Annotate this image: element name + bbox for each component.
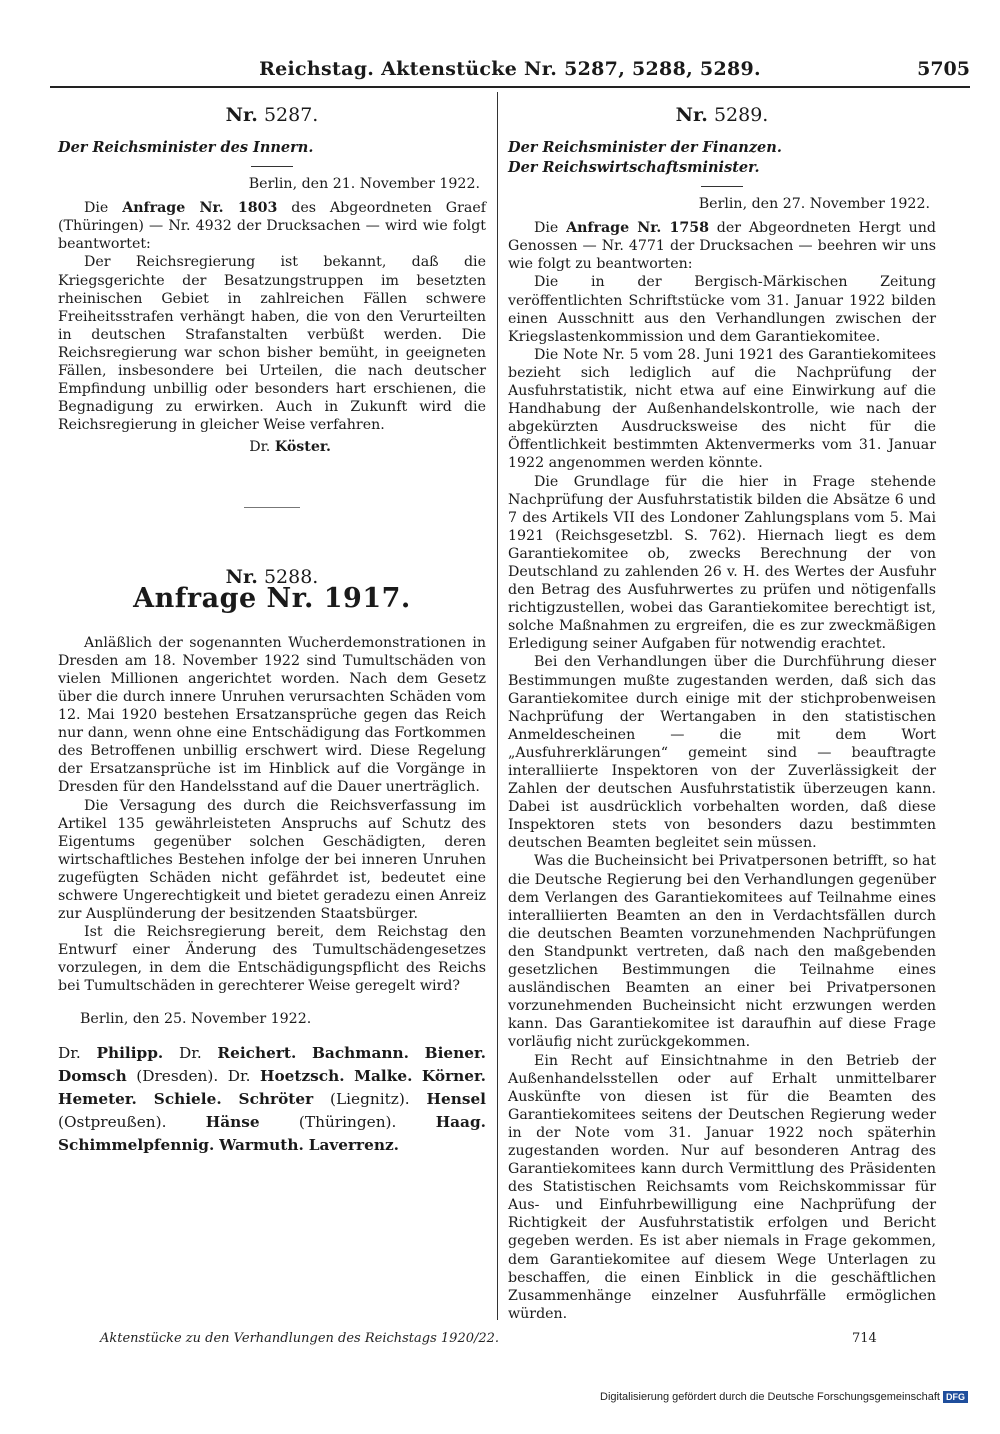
doc-5289-minister-economy: Der Reichswirtschaftsminister. xyxy=(508,159,760,177)
doc-5289-paragraph-6: Ein Recht auf Einsichtnahme in den Betrieb der Außenhandelsstellen oder auf Erhalt unmittelbarer Auskünfte von diesen ist für die Beamten des Garantiekomitees seitens der Deutschen Regierung weder in der Note vom 31. Januar 1922 noch späterhin zugestanden worden. Nur auf besonderen Antrag des Garantiekomitees kann durch Vermittlung des Präsidenten des Statistischen Reichsamts vom Reichskommissar für Aus- und Einfuhrbewilligung eine Nachprüfung der Richtigkeit der Ausfuhrstatistik erfolgen und Bericht gegeben werden. Es ist aber niemals in Frage gekommen, dem Garantiekomitee auf diesem Wege Unterlagen zu beschaffen, die einen Einblick in die geschäftlichen Zusammenhänge einzelner Ausfuhrfälle ermöglichen würden. xyxy=(508,1052,936,1322)
signer: Körner. xyxy=(421,1066,486,1085)
signer: Dr. Reichert. xyxy=(178,1043,297,1062)
page-number: 5705 xyxy=(917,58,970,80)
number-value: 5288. xyxy=(263,565,319,588)
doc-5288-title: Anfrage Nr. 1917. xyxy=(133,582,411,614)
signer: Schiele. xyxy=(153,1089,222,1108)
signer: Biener. xyxy=(424,1043,486,1062)
doc-5289-paragraph-4: Bei den Verhandlungen über die Durchführung dieser Bestimmungen mußte zugestanden werden, daß sich das Garantiekomitee durch einige mit der stichprobenweisen Nachprüfung der Wertangaben in den statistischen Anmeldescheinen — die mit dem Wort „Ausfuhrerklärungen“ gemeint sind — beauftragte interalliierte Inspektoren von der Zuverlässigkeit der Zahlen der deutschen Ausfuhrstatistik überzeugen kann. Dabei ist ausdrücklich vorbehalten worden, daß diese Inspektoren stets von besonders dazu bestimmten deutschen Beamten begleitet sein müssen. xyxy=(508,654,936,852)
signer: Hensel (Ostpreußen). xyxy=(58,1089,486,1131)
doc-5289-paragraph-3: Die Grundlage für die hier in Frage stehende Nachprüfung der Ausfuhrstatistik bilden die Absätze 6 und 7 des Artikels VII des Londoner Zahlungsplans vom 5. Mai 1921 (Reichsgesetzbl. S. 762). Hiernach liegt es dem Garantiekomitee ob, zwecks Berechnung der von Deutschland zu zahlenden 26 v. H. des Wertes der Ausfuhr den Betrag des Ausfuhrwertes zu prüfen und nötigenfalls richtigzustellen, wobei das Garantiekomitee berechtigt ist, solche Maßnahmen zu ergreifen, die es zur zweckmäßigen Erledigung seiner Aufgaben für notwendig erachtet. xyxy=(508,473,936,653)
number-prefix: Nr. xyxy=(225,565,258,588)
doc-5288-paragraph-2: Die Versagung des durch die Reichsverfassung im Artikel 135 gewährleisteten Anspruchs auf Schutz des Eigentums gegenüber solchen Geschädigten, deren wirtschaftliches Bestehen infolge der bei inneren Unruhen zugefügten Schäden nicht gefährdet ist, bedeutet eine schwere Ungerechtigkeit und bietet geradezu einen Anreiz zur Ausplünderung der besitzenden Staatsbürger. xyxy=(58,797,486,923)
inquiry-reference: Anfrage Nr. 1758 xyxy=(566,220,710,237)
doc-5289-intro xyxy=(508,219,936,273)
column-divider xyxy=(497,92,498,1320)
signer: Hänse (Thüringen). xyxy=(205,1112,436,1131)
signer: Bachmann. xyxy=(312,1043,409,1062)
doc-5289-paragraph-1: Die in der Bergisch-Märkischen Zeitung veröffentlichten Schriftstücke vom 31. Januar 1922 bilden einen Ausschnitt aus den Verhandlungen zwischen der Kriegslastenkommission und dem Garantiekomitee. xyxy=(508,274,936,345)
section-separator xyxy=(244,507,300,508)
doc-5289-paragraph-2: Die Note Nr. 5 vom 28. Juni 1921 des Garantiekomitees bezieht sich lediglich auf die Nachprüfung der Ausfuhrstatistik, nicht etwa auf eine Einwirkung auf die Handhabung der Außenhandelskontrolle, wie nach der abgekürzten Ausdrucksweise des nicht für die Öffentlichkeit bestimmten Aktenvermerks vom 31. Januar 1922 angenommen werden könnte. xyxy=(508,346,936,472)
short-rule xyxy=(701,186,743,187)
signer: Haag. xyxy=(435,1112,486,1131)
page-header xyxy=(50,58,970,88)
doc-5289-number xyxy=(508,106,936,124)
intro-post: der Abgeordneten Hergt und Genossen — Nr. 4771 der Drucksachen — beehren wir uns wie folgt zu beantworten: xyxy=(508,220,936,273)
doc-5287-signature xyxy=(58,438,486,456)
signer: Schimmelpfennig. xyxy=(58,1135,215,1154)
doc-5289-paragraph-5: Was die Bucheinsicht bei Privatpersonen betrifft, so hat die Deutsche Regierung bei den Verhandlungen gegenüber dem Verlangen des Garantiekomitees auf Teilnahme eines interalliierten Beamten an den in Verdachtsfällen durch die deutschen Beamten vorzunehmenden Nachprüfungen den Standpunkt vertreten, daß nach den maßgebenden gesetzlichen Bestimmungen die Teilnahme eines ausländischen Beamten an einer bei Privatpersonen vorzunehmenden Bucheinsicht nicht erzwungen werden kann. Das Garantiekomitee ist daraufhin auf diese Frage vorläufig nicht zurückgekommen. xyxy=(508,853,936,1051)
digitization-credit xyxy=(600,1391,968,1403)
doc-5287-number xyxy=(58,106,486,124)
intro-pre: Die xyxy=(534,220,567,237)
intro-post: des Abgeordneten Graef (Thüringen) — Nr. 4932 der Drucksachen — wird wie folgt beantwortet: xyxy=(58,200,486,253)
footer-collection-title: Aktenstücke zu den Verhandlungen des Reichstags 1920/22. xyxy=(100,1331,500,1346)
right-column xyxy=(508,100,936,1323)
doc-5287-body: Der Reichsregierung ist bekannt, daß die Kriegsgerichte der Besatzungstruppen im besetzten rheinischen Gebiet in zahlreichen Fällen schwere Freiheitsstrafen verhängt haben, die von den Verurteilten in deutschen Strafanstalten verbüßt werden. Die Reichsregierung war schon bisher bemüht, in geeigneten Fällen, insbesondere bei Urteilen, die nach deutscher Empfindung unbillig oder besonders hart erschienen, die Begnadigung zu erwirken. Auch in Zukunft wird die Reichsregierung in gleicher Weise verfahren. xyxy=(58,254,486,434)
doc-5289-date: Berlin, den 27. November 1922. xyxy=(698,196,930,213)
doc-5287-intro xyxy=(58,199,486,253)
doc-5288-date: Berlin, den 25. November 1922. xyxy=(80,1010,312,1027)
running-title: Reichstag. Aktenstücke Nr. 5287, 5288, 5289. xyxy=(259,58,761,80)
header-rule xyxy=(50,86,970,88)
doc-5288-signers xyxy=(58,1042,486,1157)
signer: Dr. Hoetzsch. xyxy=(227,1066,345,1085)
doc-5287-minister: Der Reichsminister des Innern. xyxy=(58,139,314,157)
signer: Warmuth. xyxy=(219,1135,304,1154)
number-prefix: Nr. xyxy=(675,104,708,126)
number-value: 5287. xyxy=(263,104,319,126)
signer: Schröter (Liegnitz). xyxy=(238,1089,427,1108)
left-column xyxy=(58,100,486,1157)
footer-sheet-number: 714 xyxy=(852,1331,877,1346)
number-prefix: Nr. xyxy=(225,104,258,126)
signer: Laverrenz. xyxy=(308,1135,399,1154)
doc-5289-minister-finance: Der Reichsminister der Finanzen. xyxy=(508,139,782,157)
sign-title: Dr. xyxy=(249,439,271,456)
signer: Malke. xyxy=(354,1066,413,1085)
intro-pre: Die xyxy=(84,200,123,217)
signer: Domsch (Dresden). xyxy=(58,1066,228,1085)
dfg-logo: DFG xyxy=(943,1391,968,1403)
doc-5288-paragraph-1: Anläßlich der sogenannten Wucherdemonstrationen in Dresden am 18. November 1922 sind Tumultschäden von vielen Millionen angerichtet worden. Nach dem Gesetz über die durch innere Unruhen verursachten Schäden vom 12. Mai 1920 bestehen Ersatzansprüche gegen das Reich nur dann, wenn ohne eine Entschädigung das Fortkommen des Betroffenen unbillig erschwert wird. Diese Regelung der Ersatzansprüche ist im Hinblick auf die Vorgänge in Dresden für den Handelsstand auf die Dauer unerträglich. xyxy=(58,634,486,796)
signer: Hemeter. xyxy=(58,1089,137,1108)
sign-name: Köster. xyxy=(274,439,331,456)
doc-5288-paragraph-3: Ist die Reichsregierung bereit, dem Reichstag den Entwurf einer Änderung des Tumultschädengesetzes vorzulegen, in dem die Entschädigungspflicht des Reichs bei Tumultschäden in gerechterer Weise geregelt wird? xyxy=(58,924,486,995)
digitization-text: Digitalisierung gefördert durch die Deutsche Forschungsgemeinschaft xyxy=(600,1391,940,1403)
inquiry-reference: Anfrage Nr. 1803 xyxy=(122,200,278,217)
doc-5287-date: Berlin, den 21. November 1922. xyxy=(248,176,480,193)
number-value: 5289. xyxy=(713,104,769,126)
short-rule xyxy=(251,166,293,167)
signer: Dr. Philipp. xyxy=(58,1043,164,1062)
